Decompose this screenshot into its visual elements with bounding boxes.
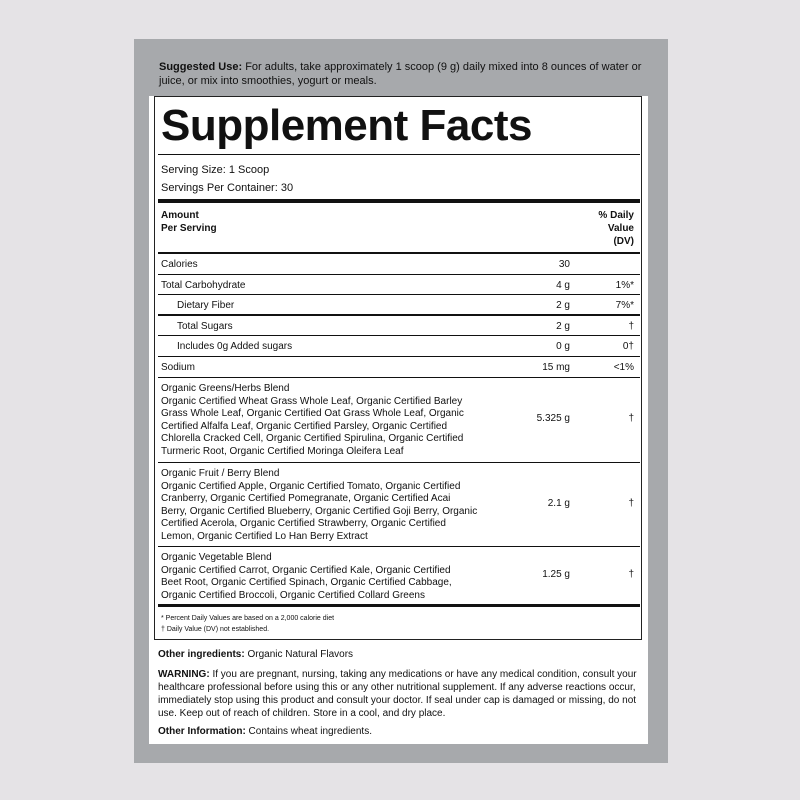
warning bbox=[158, 668, 644, 720]
dv-header-line-1: % Daily bbox=[598, 210, 634, 221]
nutrient-dv: <1% bbox=[613, 362, 634, 373]
nutrient-amount: 4 g bbox=[556, 280, 570, 291]
suggested-use-text: For adults, take approximately 1 scoop (9 g) daily mixed into 8 ounces of water or juice, or mix into smoothies, yogurt or meals. bbox=[159, 61, 642, 87]
blend-ingredients: Organic Certified Carrot, Organic Certified Kale, Organic Certified Beet Root, Organic Certified Spinach, Organic Certified Cabbage, Organic Certified Broccoli, Organic Certified Collard Greens bbox=[161, 564, 452, 601]
suggested-use bbox=[159, 60, 649, 88]
nutrient-amount: 2 g bbox=[556, 321, 570, 332]
supplement-facts-title: Supplement Facts bbox=[161, 101, 532, 150]
blend-row bbox=[158, 546, 640, 605]
other-ingredients-text: Organic Natural Flavors bbox=[244, 649, 354, 660]
other-information bbox=[158, 725, 644, 738]
nutrient-dv: 7%* bbox=[615, 300, 634, 311]
blend-ingredients: Organic Certified Apple, Organic Certified Tomato, Organic Certified Cranberry, Organic Certified Pomegranate, Organic Certified Acai Berry, Organic Certified Blueberry, Organic Certified Goji Berry, Organic Certified Acerola, Organic Certified Strawberry, Organic Certified Lemon, Organic Certified Lo Han Berry Extract bbox=[161, 480, 478, 542]
blend-text bbox=[161, 468, 479, 544]
nutrient-dv: † bbox=[628, 321, 634, 332]
other-information-text: Contains wheat ingredients. bbox=[245, 726, 372, 737]
serving-size: Serving Size: 1 Scoop bbox=[161, 164, 270, 176]
other-ingredients-label: Other ingredients: bbox=[158, 649, 245, 660]
suggested-use-label: Suggested Use: bbox=[159, 61, 243, 73]
blend-dv: † bbox=[628, 498, 634, 509]
nutrient-row bbox=[158, 356, 640, 377]
warning-text: If you are pregnant, nursing, taking any medications or have any medical condition, consult your healthcare professional before using this or any other nutritional supplement. If any adverse reactions occur, immediately stop using this product and consult your doctor. If seal under cap is damaged or missing, do not use. Keep out of reach of children. Store in a cool, and dry place. bbox=[158, 669, 637, 719]
blend-dv: † bbox=[628, 413, 634, 424]
blend-amount: 5.325 g bbox=[536, 413, 570, 424]
other-ingredients bbox=[158, 648, 644, 661]
nutrient-amount: 30 bbox=[558, 259, 570, 270]
nutrient-amount: 2 g bbox=[556, 300, 570, 311]
daily-value-header bbox=[598, 209, 634, 248]
footnote-not-established: † Daily Value (DV) not established. bbox=[161, 626, 270, 633]
amount-header-line-2: Per Serving bbox=[161, 223, 217, 234]
nutrient-amount: 0 g bbox=[556, 341, 570, 352]
dv-header-line-3: (DV) bbox=[613, 236, 634, 247]
nutrient-row bbox=[158, 335, 640, 357]
divider bbox=[158, 154, 640, 155]
nutrient-dv: 1%* bbox=[615, 280, 634, 291]
servings-per-container: Servings Per Container: 30 bbox=[161, 182, 294, 194]
nutrient-name: Includes 0g Added sugars bbox=[177, 341, 293, 352]
blend-name: Organic Vegetable Blend bbox=[161, 552, 272, 563]
nutrient-name: Sodium bbox=[161, 362, 195, 373]
warning-label: WARNING: bbox=[158, 669, 210, 680]
blend-ingredients: Organic Certified Wheat Grass Whole Leaf, Organic Certified Barley Grass Whole Leaf, Organic Certified Oat Grass Whole Leaf, Organic Certified Alfalfa Leaf, Organic Certified Parsley, Organic Certified Chlorella Cracked Cell, Organic Certified Spirulina, Organic Certified Turmeric Root, Organic Certified Moringa Oleifera Leaf bbox=[161, 395, 464, 457]
footnote-dv: * Percent Daily Values are based on a 2,000 calorie diet bbox=[161, 615, 335, 622]
amount-header bbox=[161, 209, 217, 235]
blend-text bbox=[161, 552, 461, 602]
nutrient-name: Total Carbohydrate bbox=[161, 280, 246, 291]
other-information-label: Other Information: bbox=[158, 726, 246, 737]
nutrient-name: Calories bbox=[161, 259, 198, 270]
blend-text bbox=[161, 383, 487, 459]
nutrient-dv: 0† bbox=[622, 341, 634, 352]
blend-name: Organic Fruit / Berry Blend bbox=[161, 468, 280, 479]
blend-dv: † bbox=[628, 569, 634, 580]
nutrient-row bbox=[158, 294, 640, 315]
thick-divider bbox=[158, 199, 640, 203]
nutrient-row bbox=[158, 254, 640, 274]
blend-amount: 1.25 g bbox=[542, 569, 570, 580]
blend-name: Organic Greens/Herbs Blend bbox=[161, 383, 290, 394]
nutrient-row bbox=[158, 314, 640, 337]
blend-row bbox=[158, 377, 640, 462]
nutrient-name: Dietary Fiber bbox=[177, 300, 235, 311]
thick-divider bbox=[158, 604, 640, 607]
nutrient-amount: 15 mg bbox=[542, 362, 570, 373]
amount-header-line-1: Amount bbox=[161, 210, 199, 221]
dv-header-line-2: Value bbox=[607, 223, 634, 234]
blend-row bbox=[158, 462, 640, 547]
blend-amount: 2.1 g bbox=[547, 498, 570, 509]
nutrient-name: Total Sugars bbox=[177, 321, 233, 332]
nutrient-row bbox=[158, 274, 640, 295]
